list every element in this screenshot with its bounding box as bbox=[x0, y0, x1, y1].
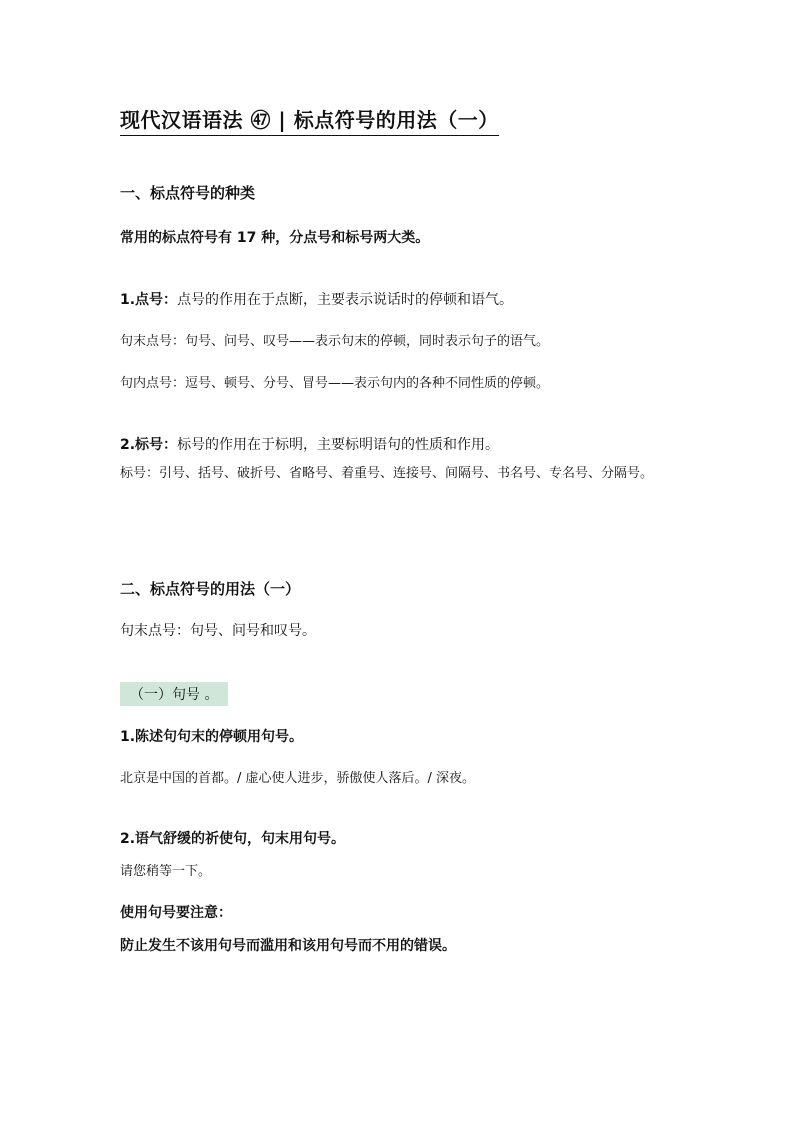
rule-2: 2.语气舒缓的祈使句，句末用句号。 bbox=[120, 831, 346, 847]
section-1-summary: 常用的标点符号有 17 种，分点号和标号两大类。 bbox=[120, 230, 430, 246]
rule-1: 1.陈述句句末的停顿用句号。 bbox=[120, 729, 304, 745]
section-2-intro: 句末点号：句号、问号和叹号。 bbox=[120, 623, 316, 639]
item-1-paragraph bbox=[120, 289, 513, 309]
note-text: 防止发生不该用句号而滥用和该用句号而不用的错误。 bbox=[120, 938, 456, 954]
section-1-heading: 一、标点符号的种类 bbox=[120, 184, 256, 202]
mark-list-paragraph: 标号：引号、括号、破折号、省略号、着重号、连接号、间隔号、书名号、专名号、分隔号。 bbox=[120, 466, 654, 481]
rule-2-example: 请您稍等一下。 bbox=[120, 864, 212, 879]
inner-marks-line: 句内点号：逗号、顿号、分号、冒号——表示句内的各种不同性质的停顿。 bbox=[120, 376, 550, 391]
end-marks-line: 句末点号：句号、问号、叹号——表示句末的停顿，同时表示句子的语气。 bbox=[120, 334, 550, 349]
item-2-text: 标号的作用在于标明，主要标明语句的性质和作用。 bbox=[177, 437, 500, 453]
rule-1-example: 北京是中国的首都。/ 虚心使人进步，骄傲使人落后。/ 深夜。 bbox=[120, 771, 476, 786]
item-1-lead: 1.点号： bbox=[120, 292, 178, 308]
item-1-text: 点号的作用在于点断，主要表示说话时的停顿和语气。 bbox=[177, 292, 514, 308]
page-title: 现代汉语语法 ㊼ | 标点符号的用法（一） bbox=[120, 104, 499, 136]
sub-heading-period: （一）句号 。 bbox=[120, 682, 228, 706]
item-2-paragraph bbox=[120, 434, 499, 454]
item-2-lead: 2.标号： bbox=[120, 437, 178, 453]
section-2-heading: 二、标点符号的用法（一） bbox=[120, 580, 301, 598]
note-heading: 使用句号要注意： bbox=[120, 905, 232, 921]
